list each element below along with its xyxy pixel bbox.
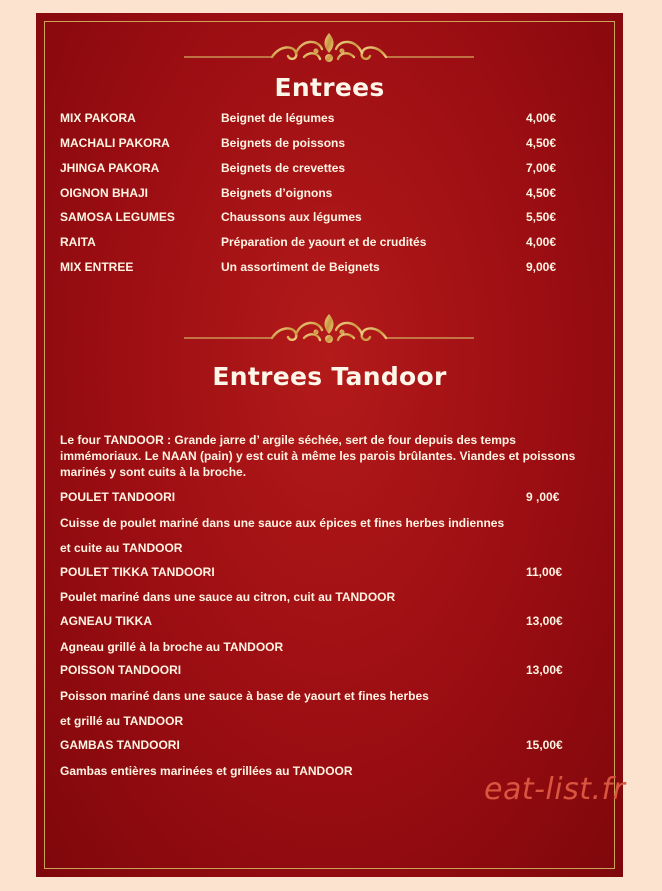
item-name: SAMOSA LEGUMES <box>60 210 175 224</box>
item-name: JHINGA PAKORA <box>60 161 160 175</box>
item-description: Beignet de légumes <box>221 111 335 125</box>
item-name: GAMBAS TANDOORI <box>60 738 180 752</box>
item-description: Poulet mariné dans une sauce au citron, cuit au TANDOOR <box>60 590 396 604</box>
item-price: 7,00€ <box>526 161 557 175</box>
menu-item <box>60 235 600 253</box>
item-description: Chaussons aux légumes <box>221 210 362 224</box>
item-price: 4,00€ <box>526 235 557 249</box>
item-price: 4,50€ <box>526 186 557 200</box>
item-description: Cuisse de poulet mariné dans une sauce aux épices et fines herbes indiennes <box>60 516 505 530</box>
item-price: 13,00€ <box>526 663 563 677</box>
item-description: et grillé au TANDOOR <box>60 714 184 728</box>
item-name: POULET TIKKA TANDOORI <box>60 565 215 579</box>
item-description: Beignets d’oignons <box>221 186 333 200</box>
menu-item <box>60 738 600 756</box>
menu-item <box>60 210 600 228</box>
item-price: 4,00€ <box>526 111 557 125</box>
item-description: Poisson mariné dans une sauce à base de yaourt et fines herbes <box>60 689 429 703</box>
item-price: 9 ,00€ <box>526 490 560 504</box>
item-description: Agneau grillé à la broche au TANDOOR <box>60 640 284 654</box>
item-price: 5,50€ <box>526 210 557 224</box>
menu-item <box>60 136 600 154</box>
item-price: 4,50€ <box>526 136 557 150</box>
item-price: 15,00€ <box>526 738 563 752</box>
item-description: Préparation de yaourt et de crudités <box>221 235 427 249</box>
menu-item <box>60 111 600 129</box>
item-price: 13,00€ <box>526 614 563 628</box>
gold-scroll-ornament-icon <box>184 312 474 346</box>
item-price: 9,00€ <box>526 260 557 274</box>
watermark: eat-list.fr <box>484 772 626 807</box>
item-description: Un assortiment de Beignets <box>221 260 380 274</box>
item-description: et cuite au TANDOOR <box>60 541 183 555</box>
item-name: AGNEAU TIKKA <box>60 614 152 628</box>
item-description: Beignets de poissons <box>221 136 346 150</box>
item-name: POISSON TANDOORI <box>60 663 182 677</box>
item-name: OIGNON BHAJI <box>60 186 149 200</box>
menu-item <box>60 565 600 583</box>
menu-item <box>60 161 600 179</box>
gold-scroll-ornament-icon <box>184 31 474 65</box>
menu-item <box>60 663 600 681</box>
item-name: MIX ENTREE <box>60 260 134 274</box>
section-title-entrees: Entrees <box>274 73 385 102</box>
item-name: POULET TANDOORI <box>60 490 176 504</box>
menu-item <box>60 260 600 278</box>
menu-item <box>60 186 600 204</box>
item-name: MIX PAKORA <box>60 111 136 125</box>
item-description: Beignets de crevettes <box>221 161 346 175</box>
item-price: 11,00€ <box>526 565 563 579</box>
tandoor-intro: Le four TANDOOR : Grande jarre d’ argile séchée, sert de four depuis des temps immémoriaux. Le NAAN (pain) y est cuit à même les parois brûlantes. Viandes et poissons marinés y sont cuits à la broche. <box>60 433 576 479</box>
item-name: RAITA <box>60 235 96 249</box>
menu-item <box>60 614 600 632</box>
menu-panel <box>36 13 626 877</box>
item-description: Gambas entières marinées et grillées au TANDOOR <box>60 764 353 778</box>
item-name: MACHALI PAKORA <box>60 136 170 150</box>
menu-item <box>60 490 600 508</box>
section-title-entrees-tandoor: Entrees Tandoor <box>212 362 447 391</box>
